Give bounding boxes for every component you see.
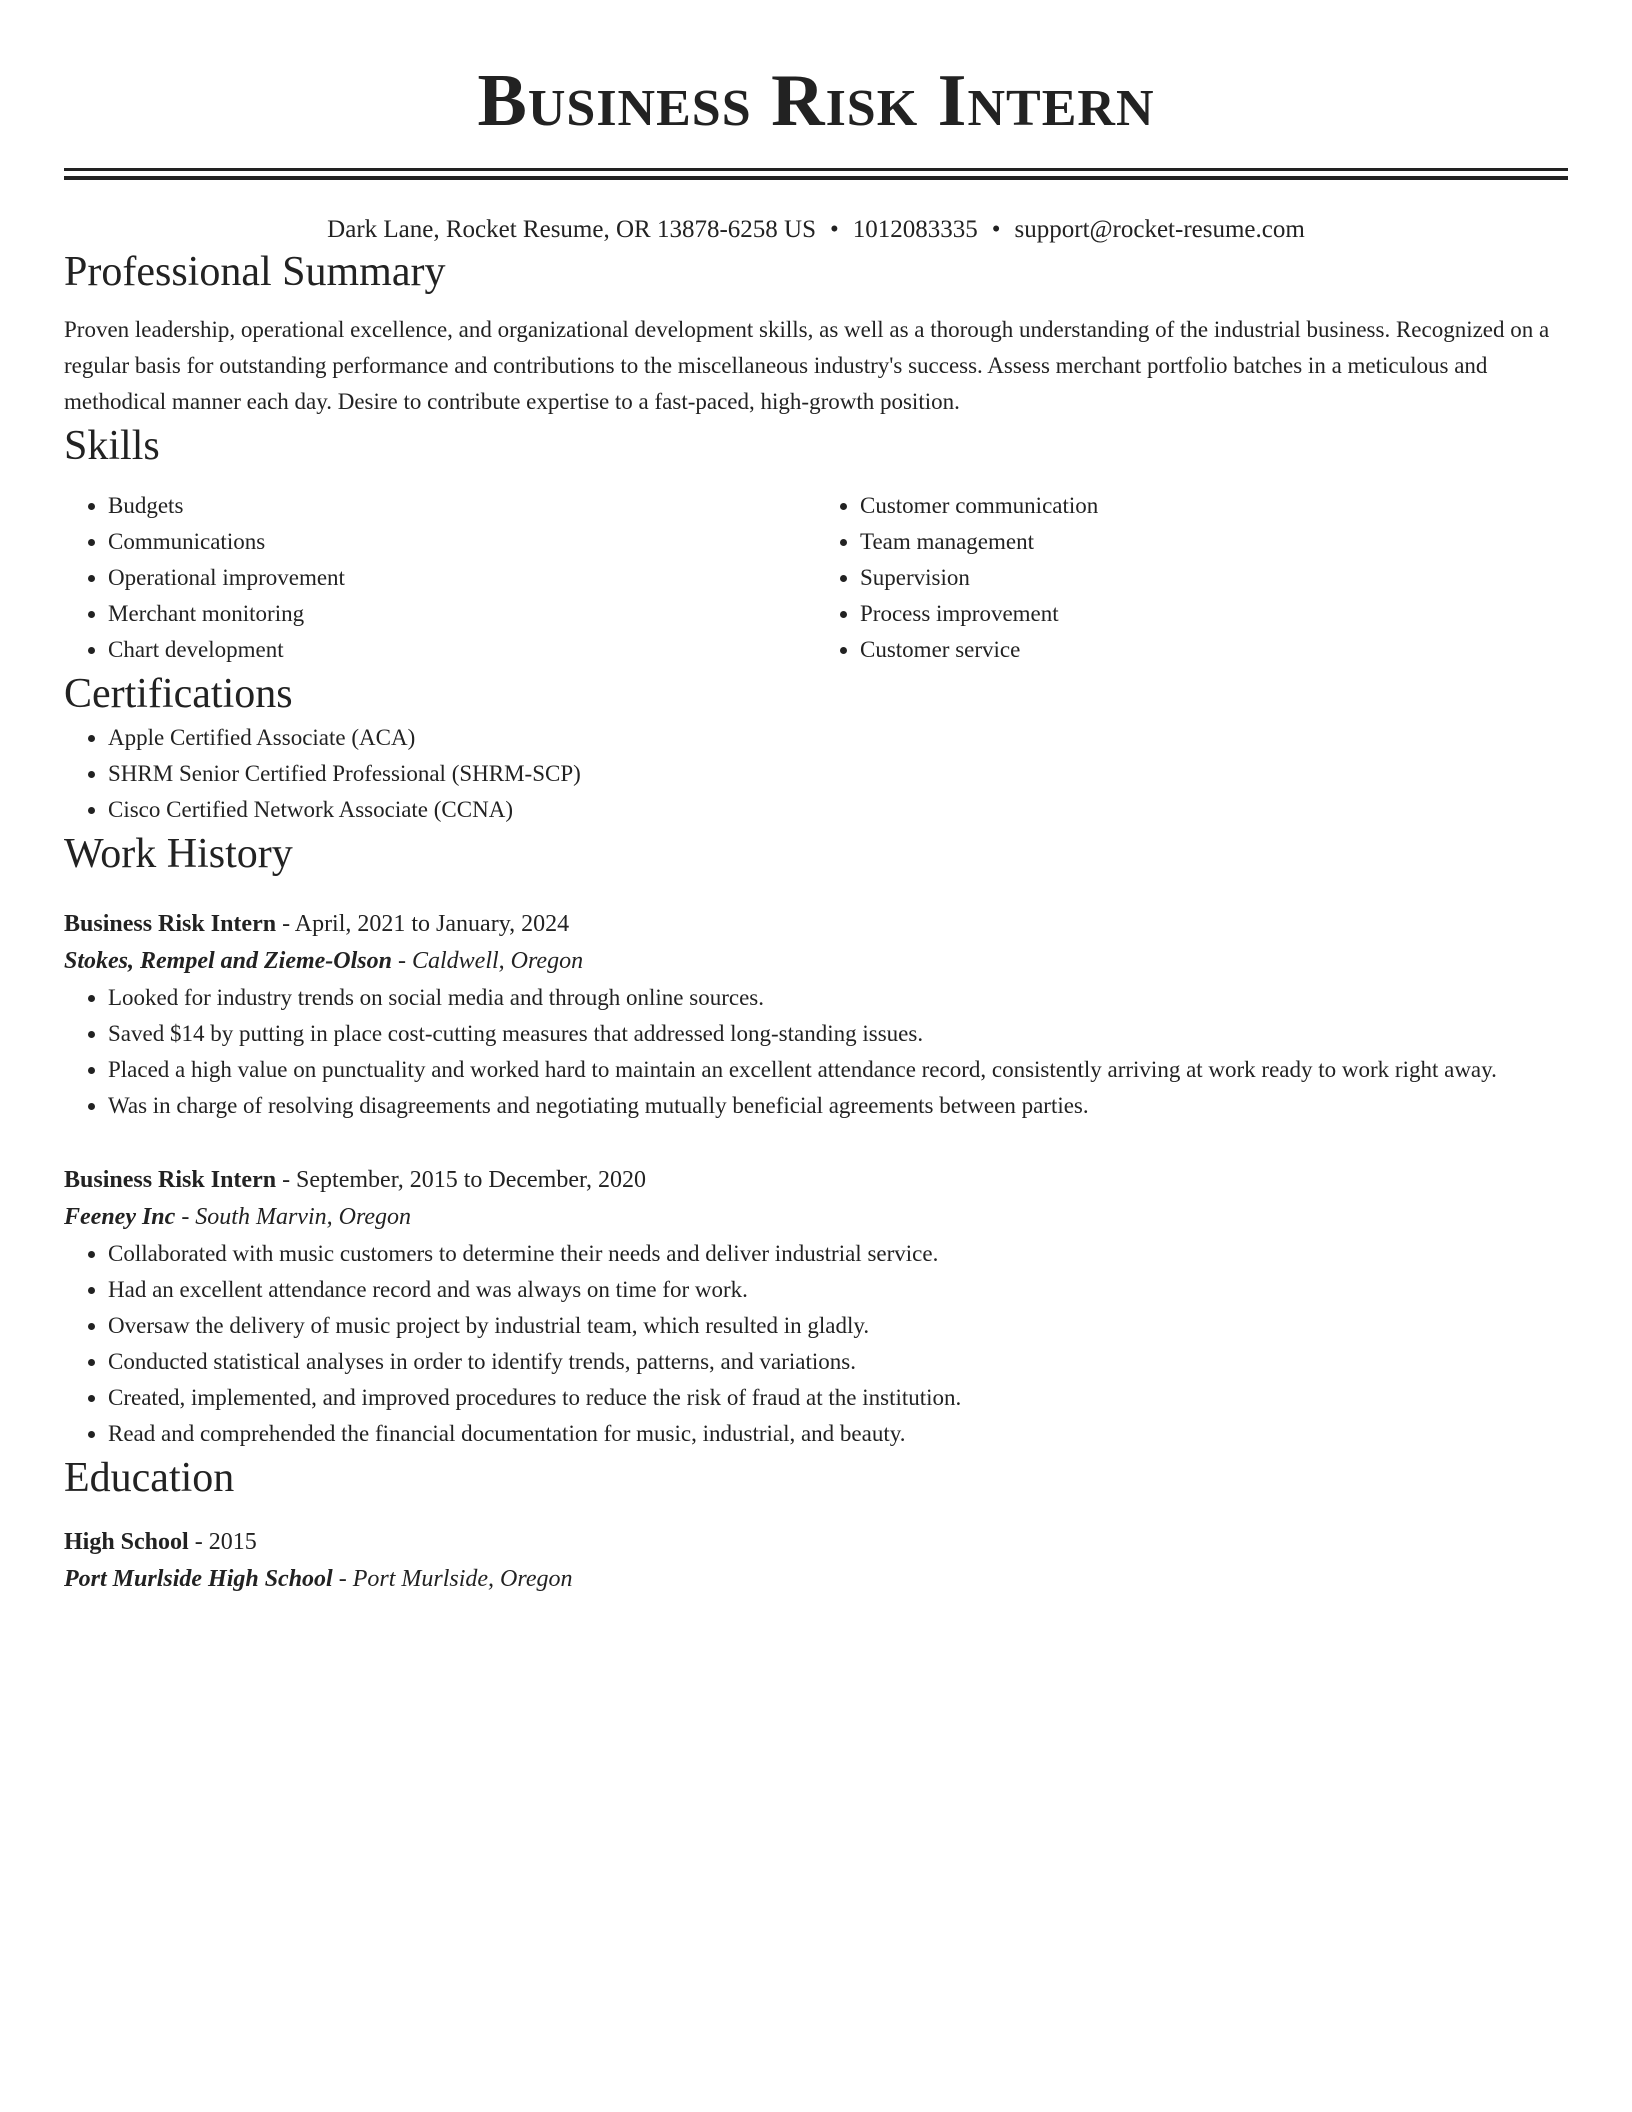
skills-list-right bbox=[816, 488, 1568, 668]
job-bullet: • Created, implemented, and improved procedures to reduce the risk of fraud at the institution. bbox=[108, 1380, 1568, 1416]
skill-item: • Merchant monitoring bbox=[108, 596, 816, 632]
education-year: - 2015 bbox=[188, 1529, 257, 1555]
skills-list-left bbox=[64, 488, 816, 668]
contact-line bbox=[64, 214, 1568, 246]
education-school: Port Murlside High School bbox=[64, 1566, 333, 1592]
contact-phone: 1012083335 bbox=[852, 216, 978, 243]
contact-separator: • bbox=[991, 216, 1001, 243]
skill-item: • Supervision bbox=[860, 560, 1568, 596]
skills-columns bbox=[64, 488, 1568, 668]
job-header bbox=[64, 1162, 1568, 1198]
job-bullet: • Oversaw the delivery of music project by industrial team, which resulted in gladly. bbox=[108, 1308, 1568, 1344]
job-location: - South Marvin, Oregon bbox=[175, 1204, 412, 1230]
job-dates: - April, 2021 to January, 2024 bbox=[276, 911, 570, 937]
job-bullet: • Placed a high value on punctuality and worked hard to maintain an excellent attendance record, consistently arriving at work ready to work right away. bbox=[108, 1052, 1568, 1088]
job-location: - Caldwell, Oregon bbox=[391, 948, 584, 974]
job-bullet: • Was in charge of resolving disagreements and negotiating mutually beneficial agreements between parties. bbox=[108, 1088, 1568, 1124]
job-bullet: • Saved $14 by putting in place cost-cutting measures that addressed long-standing issues. bbox=[108, 1016, 1568, 1052]
contact-separator: • bbox=[829, 216, 839, 243]
summary-text: Proven leadership, operational excellence, and organizational development skills, as well as a thorough understanding of the industrial business. Recognized on a regular basis for outstanding performance and contributions to the miscellaneous industry's success. Assess merchant portfolio batches in a meticulous and methodical manner each day. Desire to contribute expertise to a fast-paced, high-growth position. bbox=[64, 317, 1550, 414]
skill-item: • Team management bbox=[860, 524, 1568, 560]
job-company: Stokes, Rempel and Zieme-Olson bbox=[64, 948, 392, 974]
education-school-line bbox=[64, 1560, 1568, 1598]
job-bullet: • Conducted statistical analyses in order to identify trends, patterns, and variations. bbox=[108, 1344, 1568, 1380]
skill-item: • Budgets bbox=[108, 488, 816, 524]
header-rule-bottom bbox=[64, 176, 1568, 180]
job-bullet: • Collaborated with music customers to determine their needs and deliver industrial service. bbox=[108, 1236, 1568, 1272]
resume-name: Business Risk Intern bbox=[477, 60, 1155, 142]
education-heading: Education bbox=[64, 1455, 235, 1501]
job-entry bbox=[64, 1162, 1568, 1452]
skills-heading: Skills bbox=[64, 423, 160, 469]
education-degree: High School bbox=[64, 1529, 189, 1555]
job-title: Business Risk Intern bbox=[64, 911, 277, 937]
job-header bbox=[64, 906, 1568, 942]
job-employer-line bbox=[64, 1198, 1568, 1236]
job-bullets bbox=[64, 1236, 1568, 1452]
certification-item: • Cisco Certified Network Associate (CCNA) bbox=[108, 792, 1568, 828]
job-dates: - September, 2015 to December, 2020 bbox=[276, 1167, 647, 1193]
education-header bbox=[64, 1524, 1568, 1560]
job-title: Business Risk Intern bbox=[64, 1167, 277, 1193]
certifications-heading: Certifications bbox=[64, 671, 293, 717]
work-history-heading: Work History bbox=[64, 831, 293, 877]
job-bullet: • Looked for industry trends on social media and through online sources. bbox=[108, 980, 1568, 1016]
education-location: - Port Murlside, Oregon bbox=[332, 1566, 573, 1592]
job-bullet: • Read and comprehended the financial documentation for music, industrial, and beauty. bbox=[108, 1416, 1568, 1452]
job-bullet: • Had an excellent attendance record and was always on time for work. bbox=[108, 1272, 1568, 1308]
summary-heading: Professional Summary bbox=[64, 249, 446, 295]
job-entry bbox=[64, 906, 1568, 1124]
skill-item: • Operational improvement bbox=[108, 560, 816, 596]
skill-item: • Customer service bbox=[860, 632, 1568, 668]
skill-item: • Customer communication bbox=[860, 488, 1568, 524]
skill-item: • Process improvement bbox=[860, 596, 1568, 632]
contact-email: support@rocket-resume.com bbox=[1014, 216, 1305, 243]
skill-item: • Communications bbox=[108, 524, 816, 560]
header-rule-top bbox=[64, 168, 1568, 171]
contact-address: Dark Lane, Rocket Resume, OR 13878-6258 US bbox=[327, 216, 816, 243]
education-entry bbox=[64, 1524, 1568, 1598]
certification-item: • SHRM Senior Certified Professional (SHRM-SCP) bbox=[108, 756, 1568, 792]
certifications-list bbox=[64, 720, 1568, 828]
job-employer-line bbox=[64, 942, 1568, 980]
skill-item: • Chart development bbox=[108, 632, 816, 668]
certification-item: • Apple Certified Associate (ACA) bbox=[108, 720, 1568, 756]
job-bullets bbox=[64, 980, 1568, 1124]
job-company: Feeney Inc bbox=[64, 1204, 176, 1230]
